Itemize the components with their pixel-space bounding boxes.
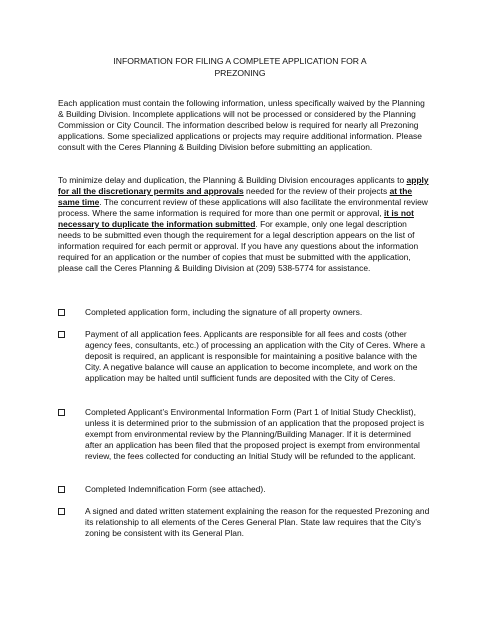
checklist-item-text: Completed application form, including the signature of all property owners. (85, 307, 363, 317)
para2-emphasis-1: apply for all the discretionary permits and approvals (58, 175, 429, 197)
checkbox[interactable] (58, 508, 65, 515)
checkbox[interactable] (58, 331, 65, 338)
para2-text-4: . For example, only one legal description needs to be submitted even though the requirement for a legal description appears on the list of information required for each permit or approval. If you have any questions about the information required for an application or the number of copies that must be submitted with the application, please call the Ceres Planning & Building Division at (209) 538-5774 for assistance. (58, 219, 419, 274)
document-title (40, 55, 440, 79)
intro-paragraph: Each application must contain the following information, unless specifically waived by the Planning & Building Division. Incomplete applications will not be processed or considered by the Planning Commission or City Council. The information described below is required for nearly all Prezoning applications. Some specialized applications or projects may require additional information. Please consult with the Ceres Planning & Building Division before submitting an application. (58, 98, 425, 153)
para2-emphasis-3: it is not necessary to duplicate the information submitted (58, 208, 414, 230)
checklist-item-text: A signed and dated written statement explaining the reason for the requested Prezoning and its relationship to all elements of the Ceres General Plan. State law requires that the City’s zoning be consistent with its General Plan. (85, 506, 430, 539)
checklist-item-text: Payment of all application fees. Applicants are responsible for all fees and costs (other agency fees, consultants, etc.) of processing an application with the City of Ceres. Where a deposit is required, an applicant is responsible for maintaining a positive balance with the City. A negative balance will cause an application to become incomplete, and work on the application may be halted until sufficient funds are deposited with the City of Ceres. (85, 329, 426, 384)
title-line-1: INFORMATION FOR FILING A COMPLETE APPLICATION FOR A (113, 56, 367, 66)
title-line-2: PREZONING (214, 68, 266, 78)
checkbox[interactable] (58, 309, 65, 316)
checkbox[interactable] (58, 486, 65, 493)
para2-text-3: . The concurrent review of these applications will also facilitate the environmental review process. Where the same information is required for more than one permit or approval, (58, 197, 428, 219)
checklist-item-text: Completed Indemnification Form (see attached). (85, 484, 266, 494)
para2-text-1: To minimize delay and duplication, the Planning & Building Division encourages applicants to (58, 175, 407, 185)
delay-paragraph (58, 175, 430, 274)
para2-emphasis-2: at the same time (58, 186, 413, 208)
checklist-item-text: Completed Applicant’s Environmental Information Form (Part 1 of Initial Study Checklist), unless it is determined prior to the submission of an application that the proposed project is exempt from environmental review by the Planning/Building Manager. If it is determined after an application has been filed that the proposed project is exempt from environmental review, the fees collected for conducting an Initial Study will be refunded to the applicant. (85, 407, 425, 462)
para2-text-2: needed for the review of their projects (243, 186, 390, 197)
checkbox[interactable] (58, 409, 65, 416)
